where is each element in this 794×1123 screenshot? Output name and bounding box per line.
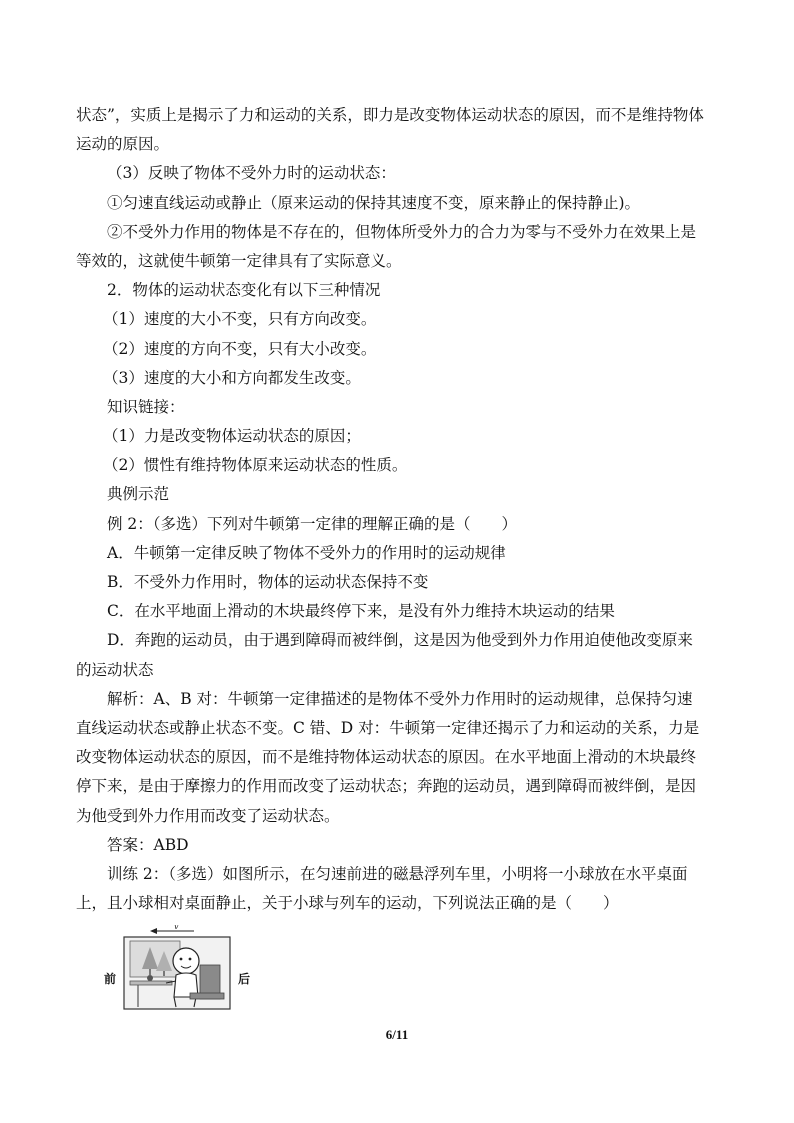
analysis-text: 改变物体运动状态的原因，而不是维持物体运动状态的原因。在水平地面上滑动的木块最终 — [76, 748, 697, 767]
text-line: ②不受外力作用的物体是不存在的，但物体所受外力的合力为零与不受外力在效果上是 — [107, 222, 697, 241]
text-line: （3）反映了物体不受外力时的运动状态： — [107, 164, 396, 183]
train-illustration — [104, 925, 254, 1013]
section-heading: 2．物体的运动状态变化有以下三种情况 — [107, 281, 381, 300]
text-line: （1）力是改变物体运动状态的原因； — [103, 427, 361, 446]
text-line: ①匀速直线运动或静止（原来运动的保持其速度不变，原来静止的保持静止)。 — [107, 193, 641, 212]
text-line: （1）速度的大小不变，只有方向改变。 — [103, 310, 377, 329]
page-number: 6/11 — [385, 1027, 409, 1042]
option-b: B．不受外力作用时，物体的运动状态保持不变 — [107, 573, 429, 591]
text-line: 运动的原因。 — [76, 135, 170, 154]
train-figure — [104, 925, 254, 1013]
option-a: A．牛顿第一定律反映了物体不受外力的作用时的运动规律 — [107, 543, 506, 562]
front-label: 前 — [104, 972, 117, 986]
exercise-stem: 上，且小球相对桌面静止，关于小球与列车的运动，下列说法正确的是（ ） — [76, 894, 619, 913]
analysis-text: 为他受到外力作用而改变了运动状态。 — [76, 806, 340, 825]
option-d: D．奔跑的运动员，由于遇到障碍而被绊倒，这是因为他受到外力作用迫使他改变原来 — [107, 631, 693, 650]
text-line: （2）速度的方向不变，只有大小改变。 — [103, 339, 377, 358]
analysis-text: 解析：A、B 对：牛顿第一定律描述的是物体不受外力作用时的运动规律，总保持匀速 — [107, 689, 693, 708]
analysis-text: 停下来，是由于摩擦力的作用而改变了运动状态；奔跑的运动员，遇到障碍而被绊倒，是因 — [76, 777, 697, 796]
back-label: 后 — [238, 972, 251, 986]
option-c: C．在水平地面上滑动的木块最终停下来，是没有外力维持木块运动的结果 — [107, 602, 615, 621]
text-line: 状态”，实质上是揭示了力和运动的关系，即力是改变物体运动状态的原因，而不是维持物体 — [76, 106, 704, 124]
answer-text: 答案：ABD — [107, 835, 189, 854]
text-line: 等效的，这就使牛顿第一定律具有了实际意义。 — [76, 251, 402, 270]
text-line: （2）惯性有维持物体原来运动状态的性质。 — [103, 456, 408, 475]
text-line: 知识链接： — [107, 397, 185, 416]
text-line: 的运动状态 — [76, 660, 154, 679]
analysis-text: 直线运动状态或静止状态不变。C 错、D 对：牛顿第一定律还揭示了力和运动的关系，力是 — [76, 718, 700, 737]
question-stem: 例 2：（多选）下列对牛顿第一定律的理解正确的是（ ） — [107, 514, 518, 533]
text-line: （3）速度的大小和方向都发生改变。 — [103, 368, 361, 387]
velocity-label: v — [174, 925, 179, 931]
exercise-stem: 训练 2：（多选）如图所示，在匀速前进的磁悬浮列车里，小明将一小球放在水平桌面 — [107, 864, 688, 883]
section-heading: 典例示范 — [107, 485, 170, 504]
document-body — [76, 101, 724, 918]
